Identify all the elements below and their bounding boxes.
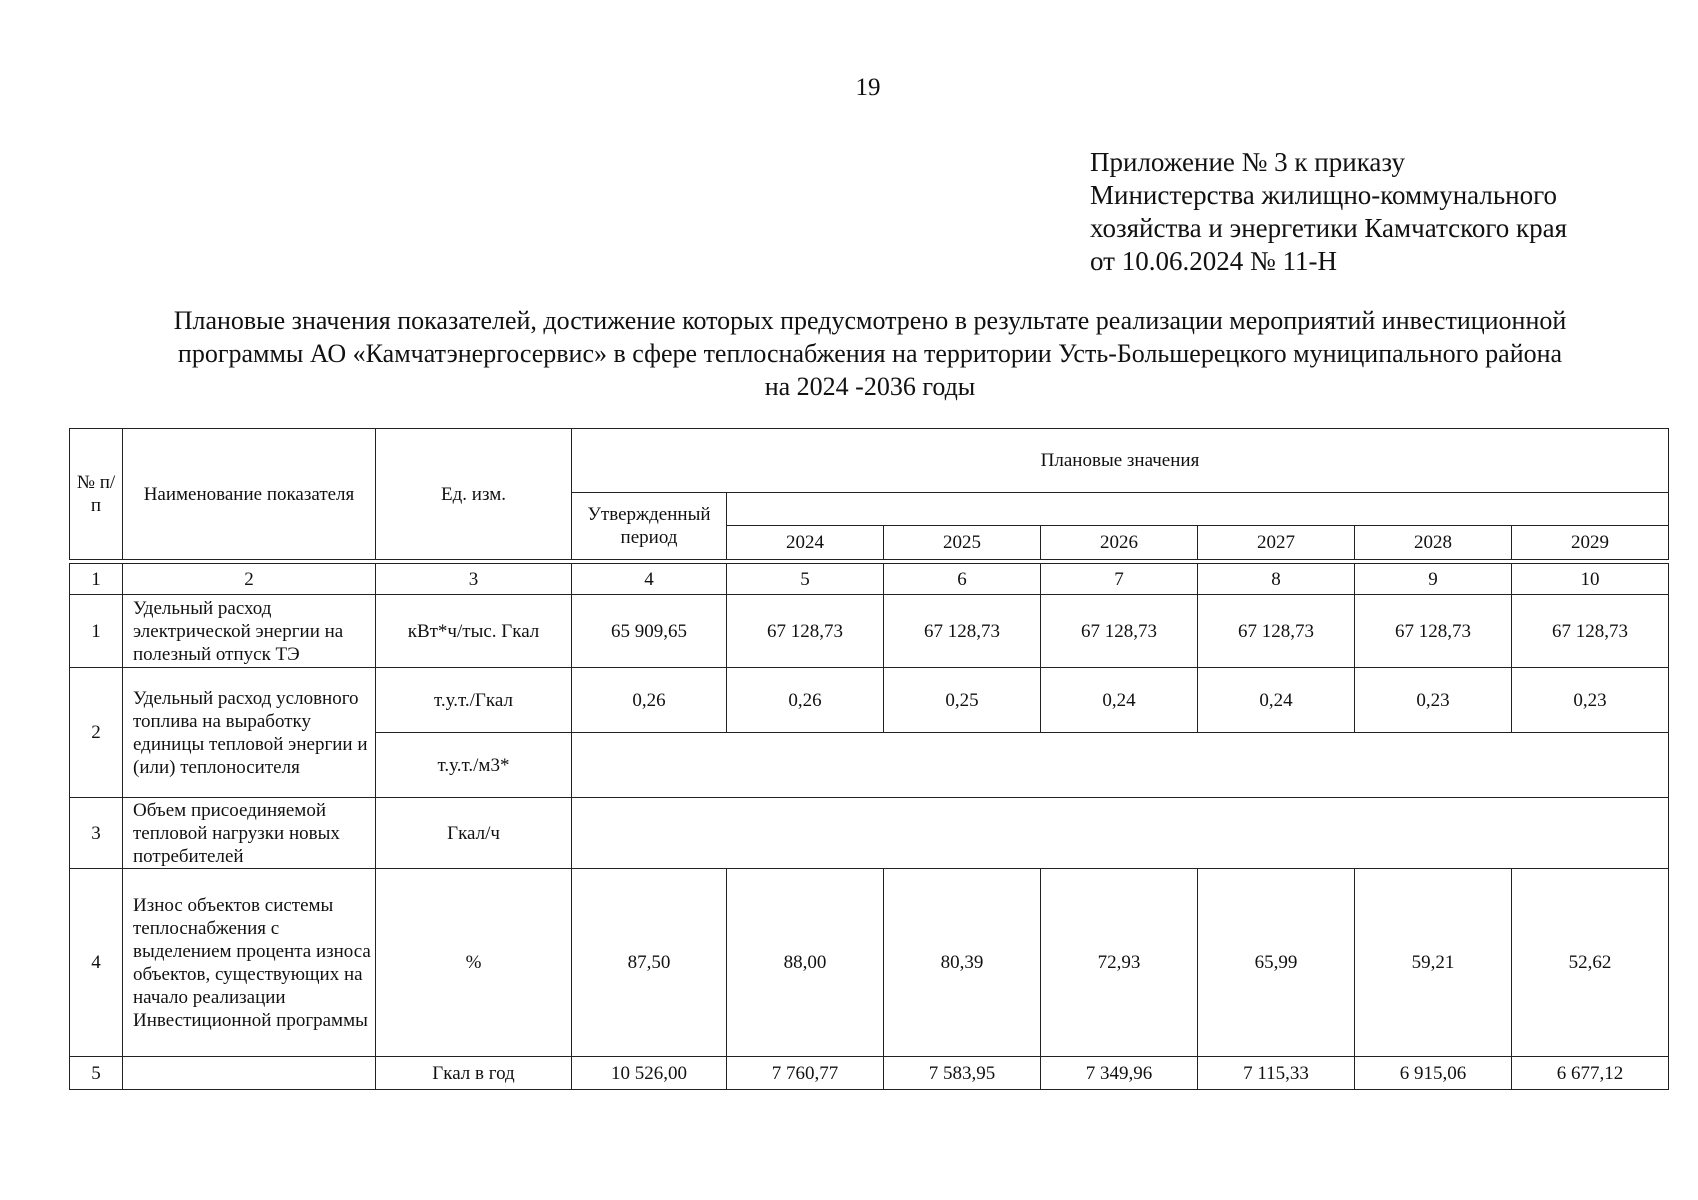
table-header — [69, 428, 1669, 560]
cell-value: 59,21 — [1355, 869, 1512, 1057]
row-name: Износ объектов системы теплоснабжения с выделением процента износа объектов, существующих на начало реализации Инвестиционной программы — [123, 869, 376, 1057]
row-unit: т.у.т./Гкал — [376, 668, 572, 733]
cell-value: 72,93 — [1041, 869, 1198, 1057]
cell-value: 80,39 — [884, 869, 1041, 1057]
cell-value: 0,23 — [1355, 668, 1512, 733]
col-number: 9 — [1355, 564, 1512, 595]
col-number: 6 — [884, 564, 1041, 595]
row-unit-2: т.у.т./м3* — [376, 733, 572, 798]
table-row — [70, 798, 1669, 869]
indicators-table — [69, 428, 1669, 1090]
cell-value: 6 915,06 — [1355, 1057, 1512, 1090]
row-name: Удельный расход условного топлива на выработку единицы тепловой энергии и (или) теплоносителя — [123, 668, 376, 798]
header-name: Наименование показателя — [123, 429, 376, 560]
row-name: Объем присоединяемой тепловой нагрузки новых потребителей — [123, 798, 376, 869]
appendix-line-1: Приложение № 3 к приказу — [1090, 147, 1405, 177]
header-year: 2028 — [1355, 526, 1512, 560]
cell-value: 52,62 — [1512, 869, 1669, 1057]
cell-value: 0,23 — [1512, 668, 1669, 733]
col-number: 2 — [123, 564, 376, 595]
header-planned: Плановые значения — [572, 429, 1669, 493]
empty-cell — [572, 733, 1669, 798]
cell-value: 67 128,73 — [1041, 595, 1198, 668]
cell-value: 67 128,73 — [1355, 595, 1512, 668]
cell-value: 67 128,73 — [1198, 595, 1355, 668]
header-year: 2025 — [884, 526, 1041, 560]
cell-value: 7 583,95 — [884, 1057, 1041, 1090]
col-number: 8 — [1198, 564, 1355, 595]
header-approved: Утвержденный период — [572, 493, 727, 560]
table-body — [69, 563, 1669, 1090]
col-number: 5 — [727, 564, 884, 595]
cell-value: 0,24 — [1198, 668, 1355, 733]
cell-value: 7 349,96 — [1041, 1057, 1198, 1090]
table-row — [70, 1057, 1669, 1090]
row-num: 2 — [70, 668, 123, 798]
appendix-block — [1090, 146, 1567, 278]
cell-value: 67 128,73 — [1512, 595, 1669, 668]
row-unit: % — [376, 869, 572, 1057]
page-number: 19 — [855, 74, 881, 101]
row-num: 4 — [70, 869, 123, 1057]
cell-value: 65 909,65 — [572, 595, 727, 668]
table-row — [70, 869, 1669, 1057]
table-row — [70, 668, 1669, 733]
header-year: 2029 — [1512, 526, 1669, 560]
col-number: 10 — [1512, 564, 1669, 595]
appendix-line-2: Министерства жилищно-коммунального — [1090, 180, 1558, 210]
header-year: 2024 — [727, 526, 884, 560]
cell-value: 7 760,77 — [727, 1057, 884, 1090]
cell-value: 67 128,73 — [727, 595, 884, 668]
row-unit: Гкал в год — [376, 1057, 572, 1090]
cell-value: 0,25 — [884, 668, 1041, 733]
header-year: 2027 — [1198, 526, 1355, 560]
title-line-3: на 2024 -2036 годы — [764, 372, 976, 401]
title-line-2: программы АО «Камчатэнергосервис» в сфере теплоснабжения на территории Усть-Большерецкого муниципального района — [177, 339, 1563, 368]
header-unit: Ед. изм. — [376, 429, 572, 560]
cell-value: 0,24 — [1041, 668, 1198, 733]
cell-value: 88,00 — [727, 869, 884, 1057]
document-title — [60, 304, 1680, 403]
row-name — [123, 1057, 376, 1090]
header-years-group — [727, 493, 1669, 526]
cell-value: 7 115,33 — [1198, 1057, 1355, 1090]
row-unit: кВт*ч/тыс. Гкал — [376, 595, 572, 668]
cell-value: 10 526,00 — [572, 1057, 727, 1090]
cell-value: 87,50 — [572, 869, 727, 1057]
cell-value: 65,99 — [1198, 869, 1355, 1057]
cell-value: 0,26 — [572, 668, 727, 733]
cell-value: 0,26 — [727, 668, 884, 733]
column-number-row — [70, 564, 1669, 595]
table-row — [70, 595, 1669, 668]
row-unit: Гкал/ч — [376, 798, 572, 869]
header-year: 2026 — [1041, 526, 1198, 560]
col-number: 1 — [70, 564, 123, 595]
appendix-line-4: от 10.06.2024 № 11-Н — [1090, 246, 1337, 276]
col-number: 4 — [572, 564, 727, 595]
title-line-1: Плановые значения показателей, достижение которых предусмотрено в результате реализации мероприятий инвестиционной — [173, 306, 1567, 335]
appendix-line-3: хозяйства и энергетики Камчатского края — [1090, 213, 1568, 243]
empty-cell — [572, 798, 1669, 869]
row-num: 5 — [70, 1057, 123, 1090]
col-number: 3 — [376, 564, 572, 595]
row-num: 3 — [70, 798, 123, 869]
row-name: Удельный расход электрической энергии на полезный отпуск ТЭ — [123, 595, 376, 668]
row-num: 1 — [70, 595, 123, 668]
cell-value: 6 677,12 — [1512, 1057, 1669, 1090]
col-number: 7 — [1041, 564, 1198, 595]
header-num: № п/п — [70, 429, 123, 560]
cell-value: 67 128,73 — [884, 595, 1041, 668]
